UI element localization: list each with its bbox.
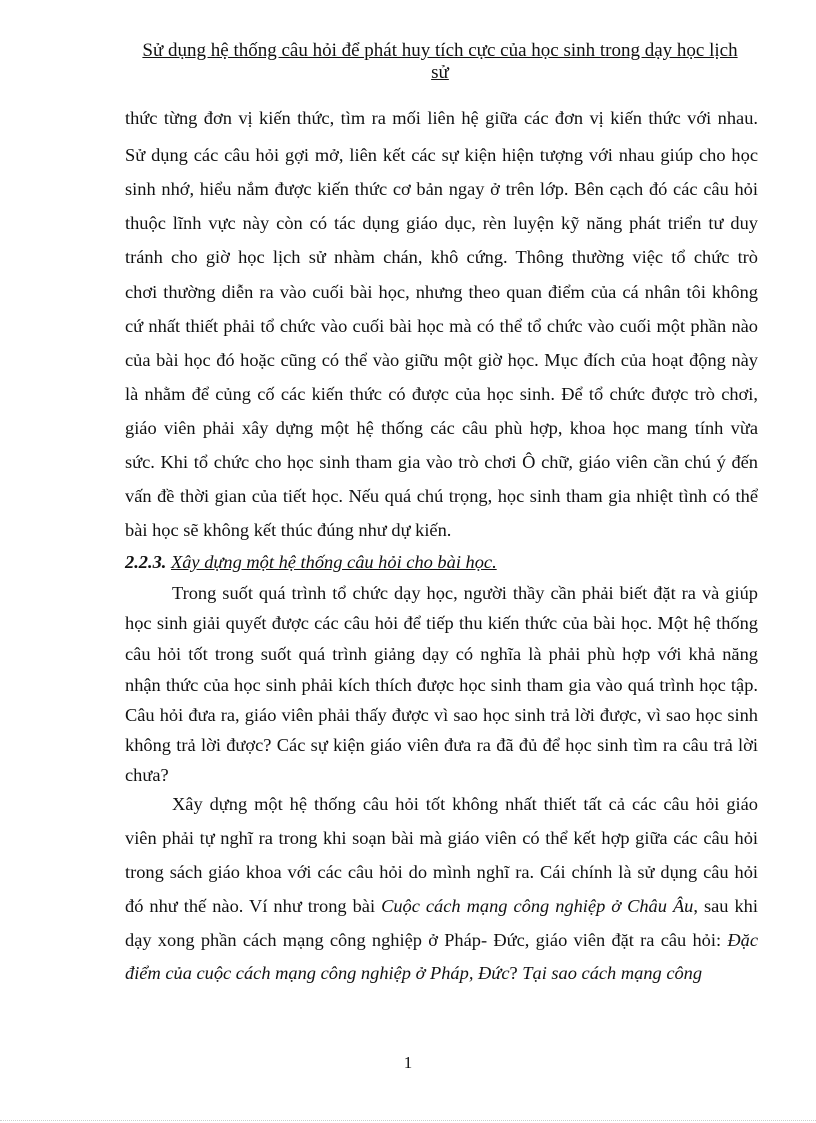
text-line: sức. Khi tổ chức cho học sinh tham gia vào trò chơi Ô chữ, giáo viên cần chú ý đến: [125, 452, 758, 472]
question-italic: Đặc: [727, 930, 758, 950]
question-italic: điểm của cuộc cách mạng công nghiệp ở Pháp, Đức: [125, 963, 510, 983]
text-line: Xây dựng một hệ thống câu hỏi tốt không nhất thiết tất cả các câu hỏi giáo: [172, 794, 758, 814]
page-bottom-divider: [0, 1120, 816, 1121]
section-title: Xây dựng một hệ thống câu hỏi cho bài học.: [171, 552, 497, 572]
text-line: của bài học đó hoặc cũng có thể vào giữu một giờ học. Mục đích của hoạt động này: [125, 350, 758, 370]
section-number: 2.2.3.: [125, 552, 167, 572]
text-line: [125, 963, 758, 984]
text-run: dạy xong phần cách mạng công nghiệp ở Pháp- Đức, giáo viên đặt ra câu hỏi:: [125, 930, 728, 950]
text-line: chưa?: [125, 765, 169, 785]
text-line: [125, 930, 758, 951]
text-line: Sử dụng các câu hỏi gợi mở, liên kết các sự kiện hiện tượng với nhau giúp cho học: [125, 145, 758, 165]
text-line: trong sách giáo khoa với các câu hỏi do mình nghĩ ra. Cái chính là sử dụng câu hỏi: [125, 862, 758, 882]
lesson-title-italic: Cuộc cách mạng công nghiệp ở Châu Âu: [381, 896, 694, 916]
header-line-2: sử: [431, 62, 449, 83]
text-line: nhận thức của học sinh phải kích thích được học sinh tham gia vào quá trình học tập.: [125, 675, 758, 695]
text-line: Trong suốt quá trình tổ chức dạy học, người thầy cần phải biết đặt ra và giúp: [172, 583, 758, 603]
text-line: thuộc lĩnh vực này còn có tác dụng giáo dục, rèn luyện kỹ năng phát triển tư duy: [125, 213, 758, 233]
text-line: vấn đề thời gian của tiết học. Nếu quá chú trọng, học sinh tham gia nhiệt tình có thể: [125, 486, 758, 506]
text-line: bài học sẽ không kết thúc đúng như dự kiến.: [125, 520, 452, 540]
page-number: 1: [403, 1053, 413, 1072]
text-line: cứ nhất thiết phải tổ chức vào cuối bài học mà có thể tổ chức vào cuối một phần nào: [125, 316, 758, 336]
running-header: [120, 40, 760, 84]
text-line: thức từng đơn vị kiến thức, tìm ra mối liên hệ giữa các đơn vị kiến thức với nhau.: [125, 108, 758, 128]
text-run: ?: [509, 963, 523, 983]
text-line: là nhằm để củng cố các kiến thức có được của học sinh. Để tổ chức được trò chơi,: [125, 384, 758, 404]
text-line: chơi thường diễn ra vào cuối bài học, nhưng theo quan điểm của cá nhân tôi không: [125, 282, 758, 302]
text-line: học sinh giải quyết được các câu hỏi để tiếp thu kiến thức của bài học. Một hệ thống: [125, 613, 758, 633]
text-line: sinh nhớ, hiểu nắm được kiến thức cơ bản ngay ở trên lớp. Bên cạch đó các câu hỏi: [125, 179, 758, 199]
text-line: [125, 896, 758, 917]
text-line: Câu hỏi đưa ra, giáo viên phải thấy được vì sao học sinh trả lời được, vì sao học sinh: [125, 705, 758, 725]
text-run: đó như thế nào. Ví như trong bài: [125, 896, 382, 916]
section-heading: [125, 552, 497, 573]
header-line-1: Sử dụng hệ thống câu hỏi để phát huy tích cực của học sinh trong dạy học lịch: [142, 40, 738, 61]
text-line: giáo viên phải xây dựng một hệ thống các câu phù hợp, khoa học mang tính vừa: [125, 418, 758, 438]
text-line: tránh cho giờ học lịch sử nhàm chán, khô cứng. Thông thường việc tổ chức trò: [125, 247, 758, 267]
text-line: không trả lời được? Các sự kiện giáo viên đưa ra đã đủ để học sinh tìm ra câu trả lời: [125, 735, 758, 755]
question-italic: Tại sao cách mạng công: [522, 963, 703, 983]
text-line: viên phải tự nghĩ ra trong khi soạn bài mà giáo viên có thể kết hợp giữa các câu hỏi: [125, 828, 758, 848]
text-run: , sau khi: [693, 896, 758, 916]
text-line: câu hỏi tốt trong suốt quá trình giảng dạy có nghĩa là phải phù hợp với khả năng: [125, 644, 758, 664]
